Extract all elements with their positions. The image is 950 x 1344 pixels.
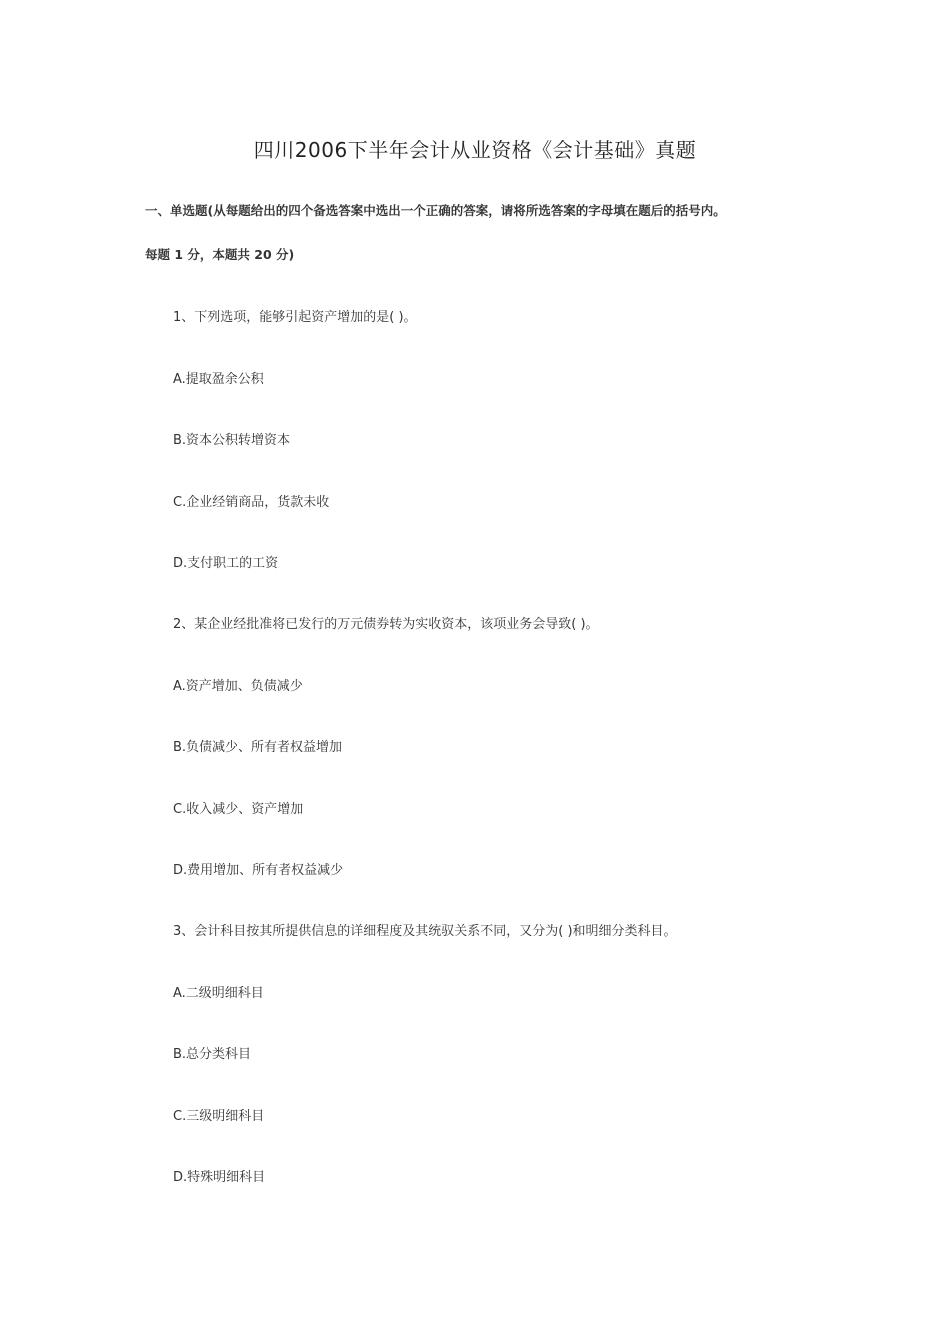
question-2-option-d: D.费用增加、所有者权益减少 <box>173 863 344 878</box>
section-instruction-line1: 一、单选题(从每题给出的四个备选答案中选出一个正确的答案，请将所选答案的字母填在题后的括号内。 <box>145 203 726 218</box>
section-instruction-line2: 每题 1 分，本题共 20 分) <box>145 247 295 262</box>
question-1-option-c: C.企业经销商品，货款未收 <box>173 495 330 510</box>
question-2-option-a: A.资产增加、负债减少 <box>173 679 303 694</box>
question-3-option-a: A.二级明细科目 <box>173 986 264 1001</box>
question-3-stem: 3、会计科目按其所提供信息的详细程度及其统驭关系不同，又分为( )和明细分类科目。 <box>173 924 677 939</box>
question-2-stem: 2、某企业经批准将已发行的万元债券转为实收资本，该项业务会导致( )。 <box>173 617 599 632</box>
question-1-stem: 1、下列选项，能够引起资产增加的是( )。 <box>173 310 417 325</box>
question-3-option-d: D.特殊明细科目 <box>173 1170 266 1185</box>
question-1-option-a: A.提取盈余公积 <box>173 372 264 387</box>
document-title: 四川2006下半年会计从业资格《会计基础》真题 <box>253 138 697 162</box>
question-1-option-d: D.支付职工的工资 <box>173 556 279 571</box>
question-1-option-b: B.资本公积转增资本 <box>173 433 291 448</box>
question-3-option-b: B.总分类科目 <box>173 1047 252 1062</box>
question-3-option-c: C.三级明细科目 <box>173 1109 265 1124</box>
question-2-option-b: B.负债减少、所有者权益增加 <box>173 740 343 755</box>
question-2-option-c: C.收入减少、资产增加 <box>173 802 304 817</box>
